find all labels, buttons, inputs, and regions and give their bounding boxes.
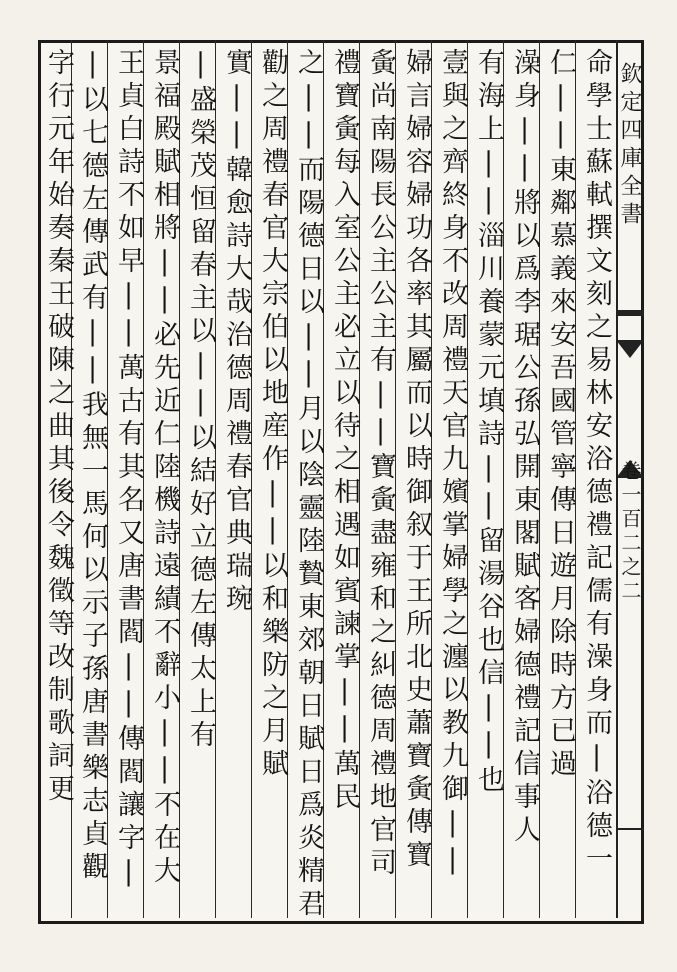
book-page	[38, 40, 644, 922]
text-column-8: 禮寶夤每入室公主必立以待之相遇如賓諫掌||萬民	[329, 48, 360, 815]
margin-lower-rule	[616, 828, 644, 830]
fish-tail-upper	[616, 340, 644, 358]
text-column-13: 景福殿賦相將||必先近仁陸機詩遠績不辭小||不在大	[149, 48, 180, 889]
text-column-9: 之||而陽德日以||月以陰靈陸贄東郊朝日賦日爲炎精君	[293, 48, 324, 922]
text-column-16: 字行元年始奏秦王破陳之曲其後令魏徵等改制歌詞更	[43, 48, 74, 807]
text-column-2: 仁||東鄰慕義來安吾國管寧傳日遊月除時方已過	[545, 48, 576, 782]
text-column-4: 有海上||淄川養蒙元填詩||留湯谷也信||也	[473, 48, 504, 798]
text-column-10: 勸之周禮春官大宗伯以地産作||以和樂防之月賦	[257, 48, 288, 782]
margin-divider	[616, 310, 644, 316]
margin-volume: 卷一百二之二	[618, 460, 642, 604]
text-column-12: |盛榮茂恒留春主以||以結好立德左傳太上有	[185, 48, 216, 753]
text-column-15: |以七德左傳武有||我無一馬何以示子孫唐書樂志貞觀	[77, 48, 108, 885]
text-column-7: 夤尚南陽長公主公主有||寶夤盡雍和之糾德周禮地官司	[365, 48, 396, 881]
margin-title: 欽定四庫全書	[617, 62, 642, 230]
text-column-6: 婦言婦容婦功各率其屬而以時御叙于王所北史蕭寶夤傳寶	[401, 48, 432, 873]
text-column-14: 王貞白詩不如早||萬古有其名又唐書閻||傳閻讓字|	[113, 48, 144, 893]
text-column-1: 命學士蘇軾撰文刻之易林安浴德禮記儒有澡身而|浴德一	[581, 48, 612, 877]
text-column-11: 實||韓愈詩大哉治德周禮春官典瑞琬	[221, 48, 252, 617]
text-column-3: 澡身||將以爲李琚公孫弘開東閣賦客婦德禮記信事人	[509, 48, 540, 848]
text-column-5: 壹與之齊終身不改周禮天官九嬪掌婦學之瀍以教九御||	[437, 48, 468, 881]
